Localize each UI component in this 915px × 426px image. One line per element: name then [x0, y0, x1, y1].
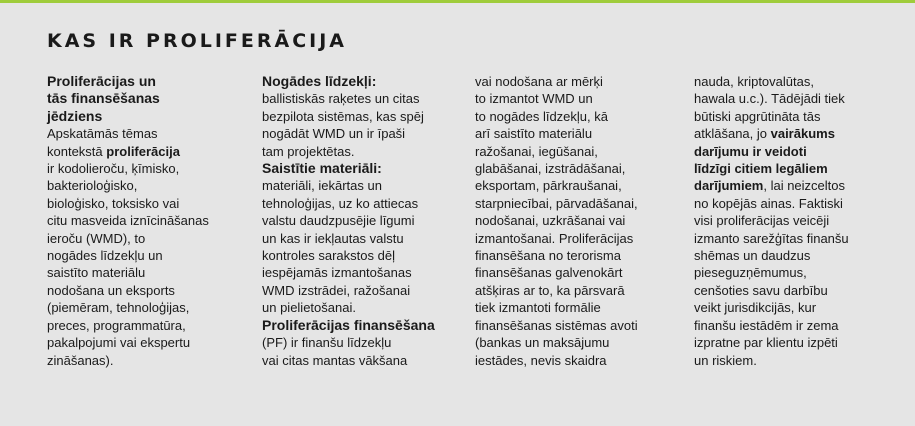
- column-3: [475, 73, 675, 369]
- text-segment: nauda, kriptovalūtas,: [694, 74, 814, 89]
- text-line: finansēšana no terorisma: [475, 248, 621, 264]
- text-line: glabāšanai, izstrādāšanai,: [475, 161, 626, 177]
- text-line: tam projektētas.: [262, 143, 355, 159]
- text-line: ballistiskās raķetes un citas: [262, 91, 420, 107]
- text-segment: citu masveida iznīcināšanas: [47, 213, 209, 229]
- heading-delivery-means: Nogādes līdzekļi:: [262, 73, 377, 89]
- heading-line: jēdziens: [47, 107, 103, 124]
- text-line: izmantošanai. Proliferācijas: [475, 230, 634, 246]
- text-segment: būtiski apgrūtināta tās: [694, 108, 821, 124]
- text-segment: , lai neizceltos: [763, 178, 846, 194]
- text-segment: finanšu iestādēm ir zema: [694, 317, 839, 333]
- text-line: [694, 299, 894, 316]
- text-line: nogādāt WMD un ir īpaši: [262, 126, 406, 142]
- text-line: to izmantot WMD un: [475, 91, 593, 107]
- page-title: KAS IR PROLIFERĀCIJA: [47, 30, 348, 52]
- text-line: vai nodošana ar mērķi: [475, 74, 603, 89]
- text-segment: (piemēram, tehnoloģijas,: [47, 300, 190, 316]
- text-segment: hawala u.c.). Tādējādi tiek: [694, 91, 845, 107]
- text-line: [694, 195, 894, 212]
- text-segment: kontekstā: [47, 143, 107, 159]
- proliferation-financing-text: [262, 334, 462, 369]
- text-line: eksportam, pārkraušanai,: [475, 178, 622, 194]
- text-segment: un riskiem.: [694, 352, 757, 368]
- emphasis-text: vairākums: [770, 126, 835, 142]
- heading-line: Proliferācijas un: [47, 73, 156, 89]
- text-line: tiek izmantoti formālie: [475, 300, 601, 316]
- text-line: iestādes, nevis skaidra: [475, 352, 607, 368]
- text-line: [47, 264, 247, 281]
- text-segment: nodošana un eksports: [47, 282, 175, 298]
- text-line: (bankas un maksājumu: [475, 335, 610, 351]
- text-line: [694, 90, 894, 107]
- text-segment: visi proliferācijas veicēji: [694, 213, 830, 229]
- accent-bar: [0, 0, 915, 3]
- text-line: [47, 282, 247, 299]
- column-1: [47, 73, 247, 369]
- text-segment: saistīto materiālu: [47, 265, 146, 281]
- text-line: [694, 264, 894, 281]
- text-line: [694, 282, 894, 299]
- text-line: [47, 334, 247, 351]
- text-line: WMD izstrādei, ražošanai: [262, 282, 411, 298]
- column-4-body: [694, 73, 894, 369]
- text-line: finansēšanas sistēmas avoti: [475, 317, 638, 333]
- text-line: materiāli, iekārtas un: [262, 178, 382, 194]
- text-segment: bakterioloģisko,: [47, 178, 138, 194]
- text-segment: zināšanas).: [47, 352, 114, 368]
- text-segment: ir kodolieroču, ķīmisko,: [47, 161, 180, 177]
- text-line: [694, 108, 894, 125]
- emphasis-text: līdzīgi citiem legāliem: [694, 161, 828, 177]
- text-line: nodošanai, uzkrāšanai vai: [475, 213, 626, 229]
- text-line: starpniecībai, pārvadāšanai,: [475, 195, 638, 211]
- text-line: to nogādes līdzekļu, kā: [475, 108, 608, 124]
- text-line: [47, 299, 247, 316]
- delivery-means-text: [262, 90, 462, 160]
- heading-related-materials: Saistītie materiāli:: [262, 160, 382, 177]
- text-segment: preces, programmatūra,: [47, 317, 186, 333]
- text-line: [694, 230, 894, 247]
- text-line: [47, 212, 247, 229]
- text-line: atšķiras ar to, ka pārsvarā: [475, 282, 625, 298]
- text-line: iespējamās izmantošanas: [262, 265, 412, 281]
- text-line: kontroles sarakstos dēļ: [262, 248, 395, 264]
- heading-proliferation-concept: [47, 73, 247, 125]
- text-line: [47, 177, 247, 194]
- text-line: finansēšanas galvenokārt: [475, 265, 623, 281]
- text-line: [47, 143, 247, 160]
- text-line: [694, 160, 894, 177]
- text-line: valstu daudzpusējie līgumi: [262, 213, 415, 229]
- text-line: tehnoloģijas, uz ko attiecas: [262, 195, 419, 211]
- column-3-body: [475, 73, 675, 369]
- text-line: [694, 334, 894, 351]
- column-4: [694, 73, 894, 369]
- text-line: [694, 177, 894, 194]
- text-line: [47, 352, 247, 369]
- text-segment: nogādes līdzekļu un: [47, 248, 163, 264]
- text-segment: pakalpojumi vai ekspertu: [47, 335, 191, 351]
- text-line: un kas ir iekļautas valstu: [262, 230, 404, 246]
- text-line: vai citas mantas vākšana: [262, 352, 408, 368]
- text-segment: Apskatāmās tēmas: [47, 126, 158, 142]
- text-line: [694, 125, 894, 142]
- text-segment: izmanto sarežģītas finanšu: [694, 230, 849, 246]
- text-line: [47, 247, 247, 264]
- text-segment: cenšoties savu darbību: [694, 282, 828, 298]
- text-line: un pielietošanai.: [262, 300, 356, 316]
- text-line: [47, 125, 247, 142]
- text-segment: atklāšana, jo: [694, 126, 771, 142]
- text-segment: veikt jurisdikcijās, kur: [694, 300, 817, 316]
- text-line: [694, 212, 894, 229]
- text-line: [694, 73, 894, 90]
- text-segment: ieroču (WMD), to: [47, 230, 146, 246]
- text-segment: shēmas un daudzus: [694, 248, 811, 264]
- emphasis-text: darījumu ir veidoti: [694, 143, 807, 159]
- heading-line: tās finansēšanas: [47, 90, 160, 107]
- text-line: [694, 317, 894, 334]
- emphasis-text: proliferācija: [106, 143, 180, 159]
- text-segment: izpratne par klientu izpēti: [694, 335, 838, 351]
- text-line: [47, 195, 247, 212]
- text-line: (PF) ir finanšu līdzekļu: [262, 335, 392, 351]
- column-2: [262, 73, 462, 369]
- text-segment: pieseguzņēmumus,: [694, 265, 807, 281]
- text-line: bezpilota sistēmas, kas spēj: [262, 108, 424, 124]
- related-materials-text: [262, 177, 462, 316]
- text-line: [694, 352, 894, 369]
- text-segment: bioloģisko, toksisko vai: [47, 195, 180, 211]
- text-line: [694, 143, 894, 160]
- text-line: arī saistīto materiālu: [475, 126, 593, 142]
- column-1-body: [47, 125, 247, 369]
- text-line: [47, 230, 247, 247]
- text-line: [47, 317, 247, 334]
- text-line: ražošanai, iegūšanai,: [475, 143, 598, 159]
- emphasis-text: darījumiem: [694, 178, 764, 194]
- text-line: [694, 247, 894, 264]
- heading-proliferation-financing: Proliferācijas finansēšana: [262, 316, 435, 333]
- text-segment: no kopējās ainas. Faktiski: [694, 195, 843, 211]
- text-line: [47, 160, 247, 177]
